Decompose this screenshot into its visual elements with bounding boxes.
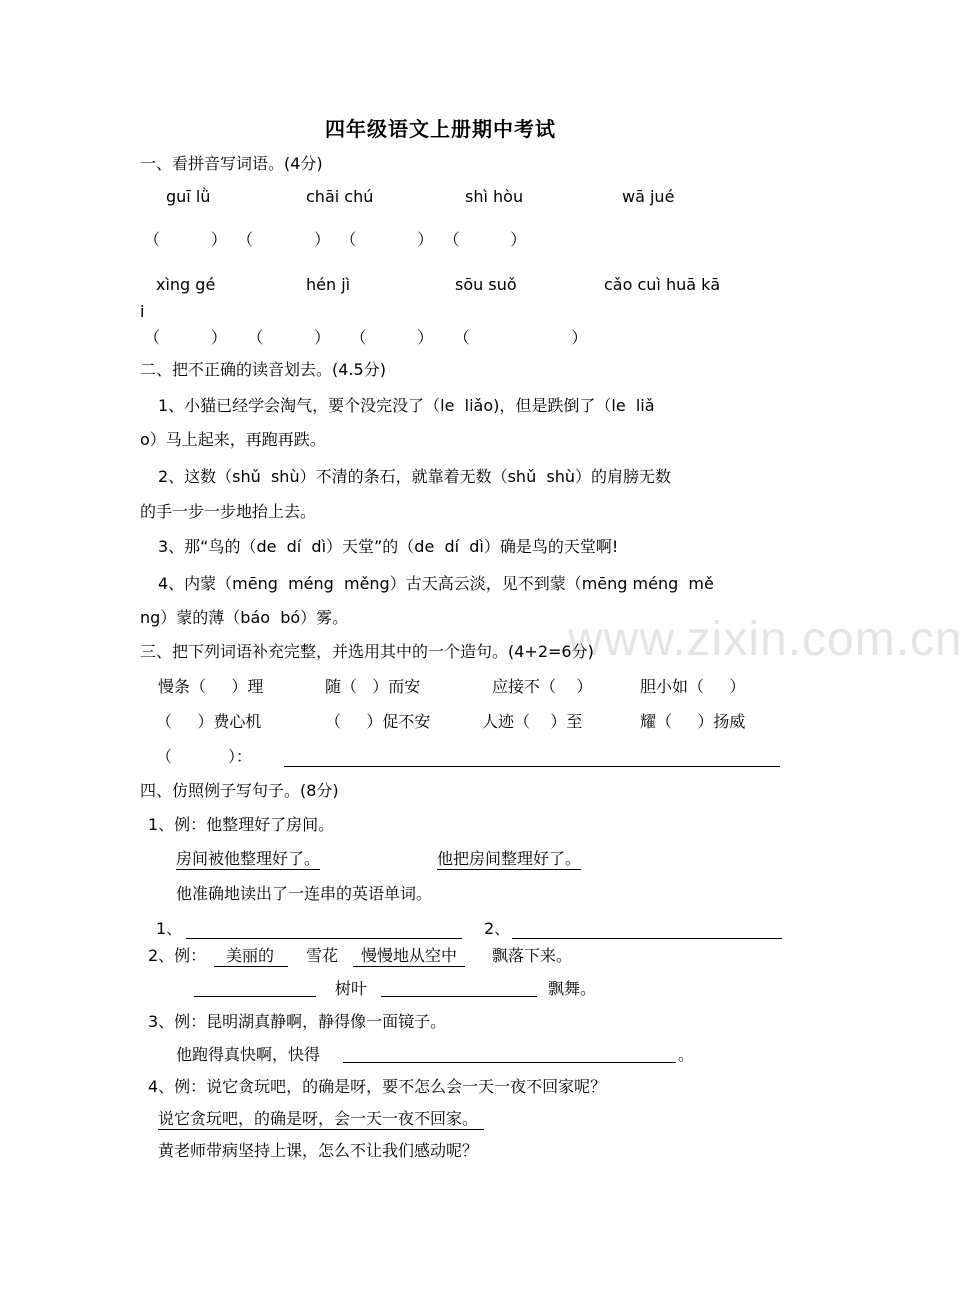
example-4-answer: [158, 1108, 484, 1130]
section-3-heading: 三、把下列词语补充完整，并选用其中的一个造句。(4+2=6分): [140, 642, 594, 661]
pinyin-5: xìng gé: [156, 275, 216, 294]
idiom-4: 胆小如（ ）: [640, 677, 746, 696]
answer-parens-row-2: （ ） （ ） （ ） （ ）: [144, 328, 588, 347]
example-2-blank-adj[interactable]: [194, 996, 316, 997]
page-title: 四年级语文上册期中考试: [325, 117, 556, 141]
example-2-adverb: [353, 945, 465, 967]
idiom-2: 随（ ）而安: [325, 677, 421, 696]
pinyin-8: cǎo cuì huā kā: [604, 275, 721, 294]
example-2-verb: 飘落下来。: [492, 946, 573, 965]
example-2-adj-text: 美丽的: [214, 946, 288, 967]
s2-question-2-cont: 的手一步一步地抬上去。: [140, 502, 317, 521]
example-2-noun-2: 树叶: [335, 979, 368, 998]
example-2-adj: [214, 945, 288, 967]
s2-question-1-cont: o）马上起来，再跑再跌。: [140, 430, 326, 449]
example-4-label: 4、例：说它贪玩吧，的确是呀，要不怎么会一天一夜不回家呢？: [148, 1077, 607, 1096]
example-2-verb-2: 飘舞。: [548, 979, 597, 998]
pinyin-8-wrap: i: [140, 302, 145, 321]
example-1-blank-1[interactable]: [186, 938, 462, 939]
pinyin-6: hén jì: [306, 275, 351, 294]
pinyin-3: shì hòu: [465, 187, 524, 206]
sentence-answer-line[interactable]: [284, 766, 780, 767]
s2-question-4: 4、内蒙（mēng méng měng）古天高云淡，见不到蒙（mēng méng mě: [158, 574, 714, 593]
pinyin-7: sōu suǒ: [455, 275, 517, 294]
example-1-answer-b-text: 他把房间整理好了。: [437, 849, 582, 868]
s2-question-3: 3、那“鸟的（de dí dì）天堂”的（de dí dì）确是鸟的天堂啊!: [158, 537, 619, 556]
example-4-answer-text: 说它贪玩吧，的确是呀，会一天一夜不回家。: [158, 1109, 484, 1130]
example-2-noun: 雪花: [306, 946, 339, 965]
example-1-answer-b: [437, 848, 581, 870]
example-1-blank-2[interactable]: [512, 938, 782, 939]
pinyin-1: guī lǜ: [166, 187, 211, 206]
idiom-7: 人迹（ ）至: [482, 712, 583, 731]
idiom-5: （ ）费心机: [156, 712, 262, 731]
idiom-1: 慢条（ ）理: [158, 677, 264, 696]
pinyin-2: chāi chú: [306, 187, 374, 206]
example-3-blank[interactable]: [343, 1062, 676, 1063]
example-3-task: 他跑得真快啊，快得: [176, 1045, 321, 1064]
idiom-8: 耀（ ）扬威: [640, 712, 746, 731]
idiom-6: （ ）促不安: [325, 712, 431, 731]
s2-question-1: 1、小猫已经学会淘气，要个没完没了（le liǎo)，但是跌倒了（le liǎ: [158, 396, 655, 415]
example-3-label: 3、例：昆明湖真静啊，静得像一面镜子。: [148, 1012, 447, 1031]
s2-question-2: 2、这数（shǔ shù）不清的条石，就靠着无数（shǔ shù）的肩膀无数: [158, 467, 671, 486]
example-1-answer-a-text: 房间被他整理好了。: [176, 849, 321, 868]
pinyin-4: wā jué: [622, 187, 675, 206]
example-1-blank-1-label: 1、: [156, 919, 183, 938]
example-2-blank-adverb[interactable]: [381, 996, 537, 997]
s2-question-4-cont: ng）蒙的薄（báo bó）雾。: [140, 608, 349, 627]
section-1-heading: 一、看拼音写词语。(4分): [140, 154, 323, 173]
idiom-3: 应接不（ ）: [492, 677, 593, 696]
example-1-label: 1、例：他整理好了房间。: [148, 815, 335, 834]
example-1-blank-2-label: 2、: [484, 919, 511, 938]
example-4-task: 黄老师带病坚持上课，怎么不让我们感动呢？: [158, 1141, 479, 1160]
example-1-task: 他准确地读出了一连串的英语单词。: [176, 884, 433, 903]
section-4-heading: 四、仿照例子写句子。(8分): [140, 781, 339, 800]
answer-parens-row-1: （ ） （ ） （ ） （ ）: [144, 230, 527, 249]
sentence-prompt: （ ）：: [156, 747, 252, 766]
watermark: www.zixin.com.cn: [568, 613, 963, 666]
section-2-heading: 二、把不正确的读音划去。(4.5分): [140, 360, 386, 379]
example-1-answer-a: [176, 848, 320, 870]
example-2-adverb-text: 慢慢地从空中: [353, 946, 465, 967]
example-3-end: 。: [678, 1045, 695, 1064]
example-2-label: 2、例：: [148, 946, 207, 965]
